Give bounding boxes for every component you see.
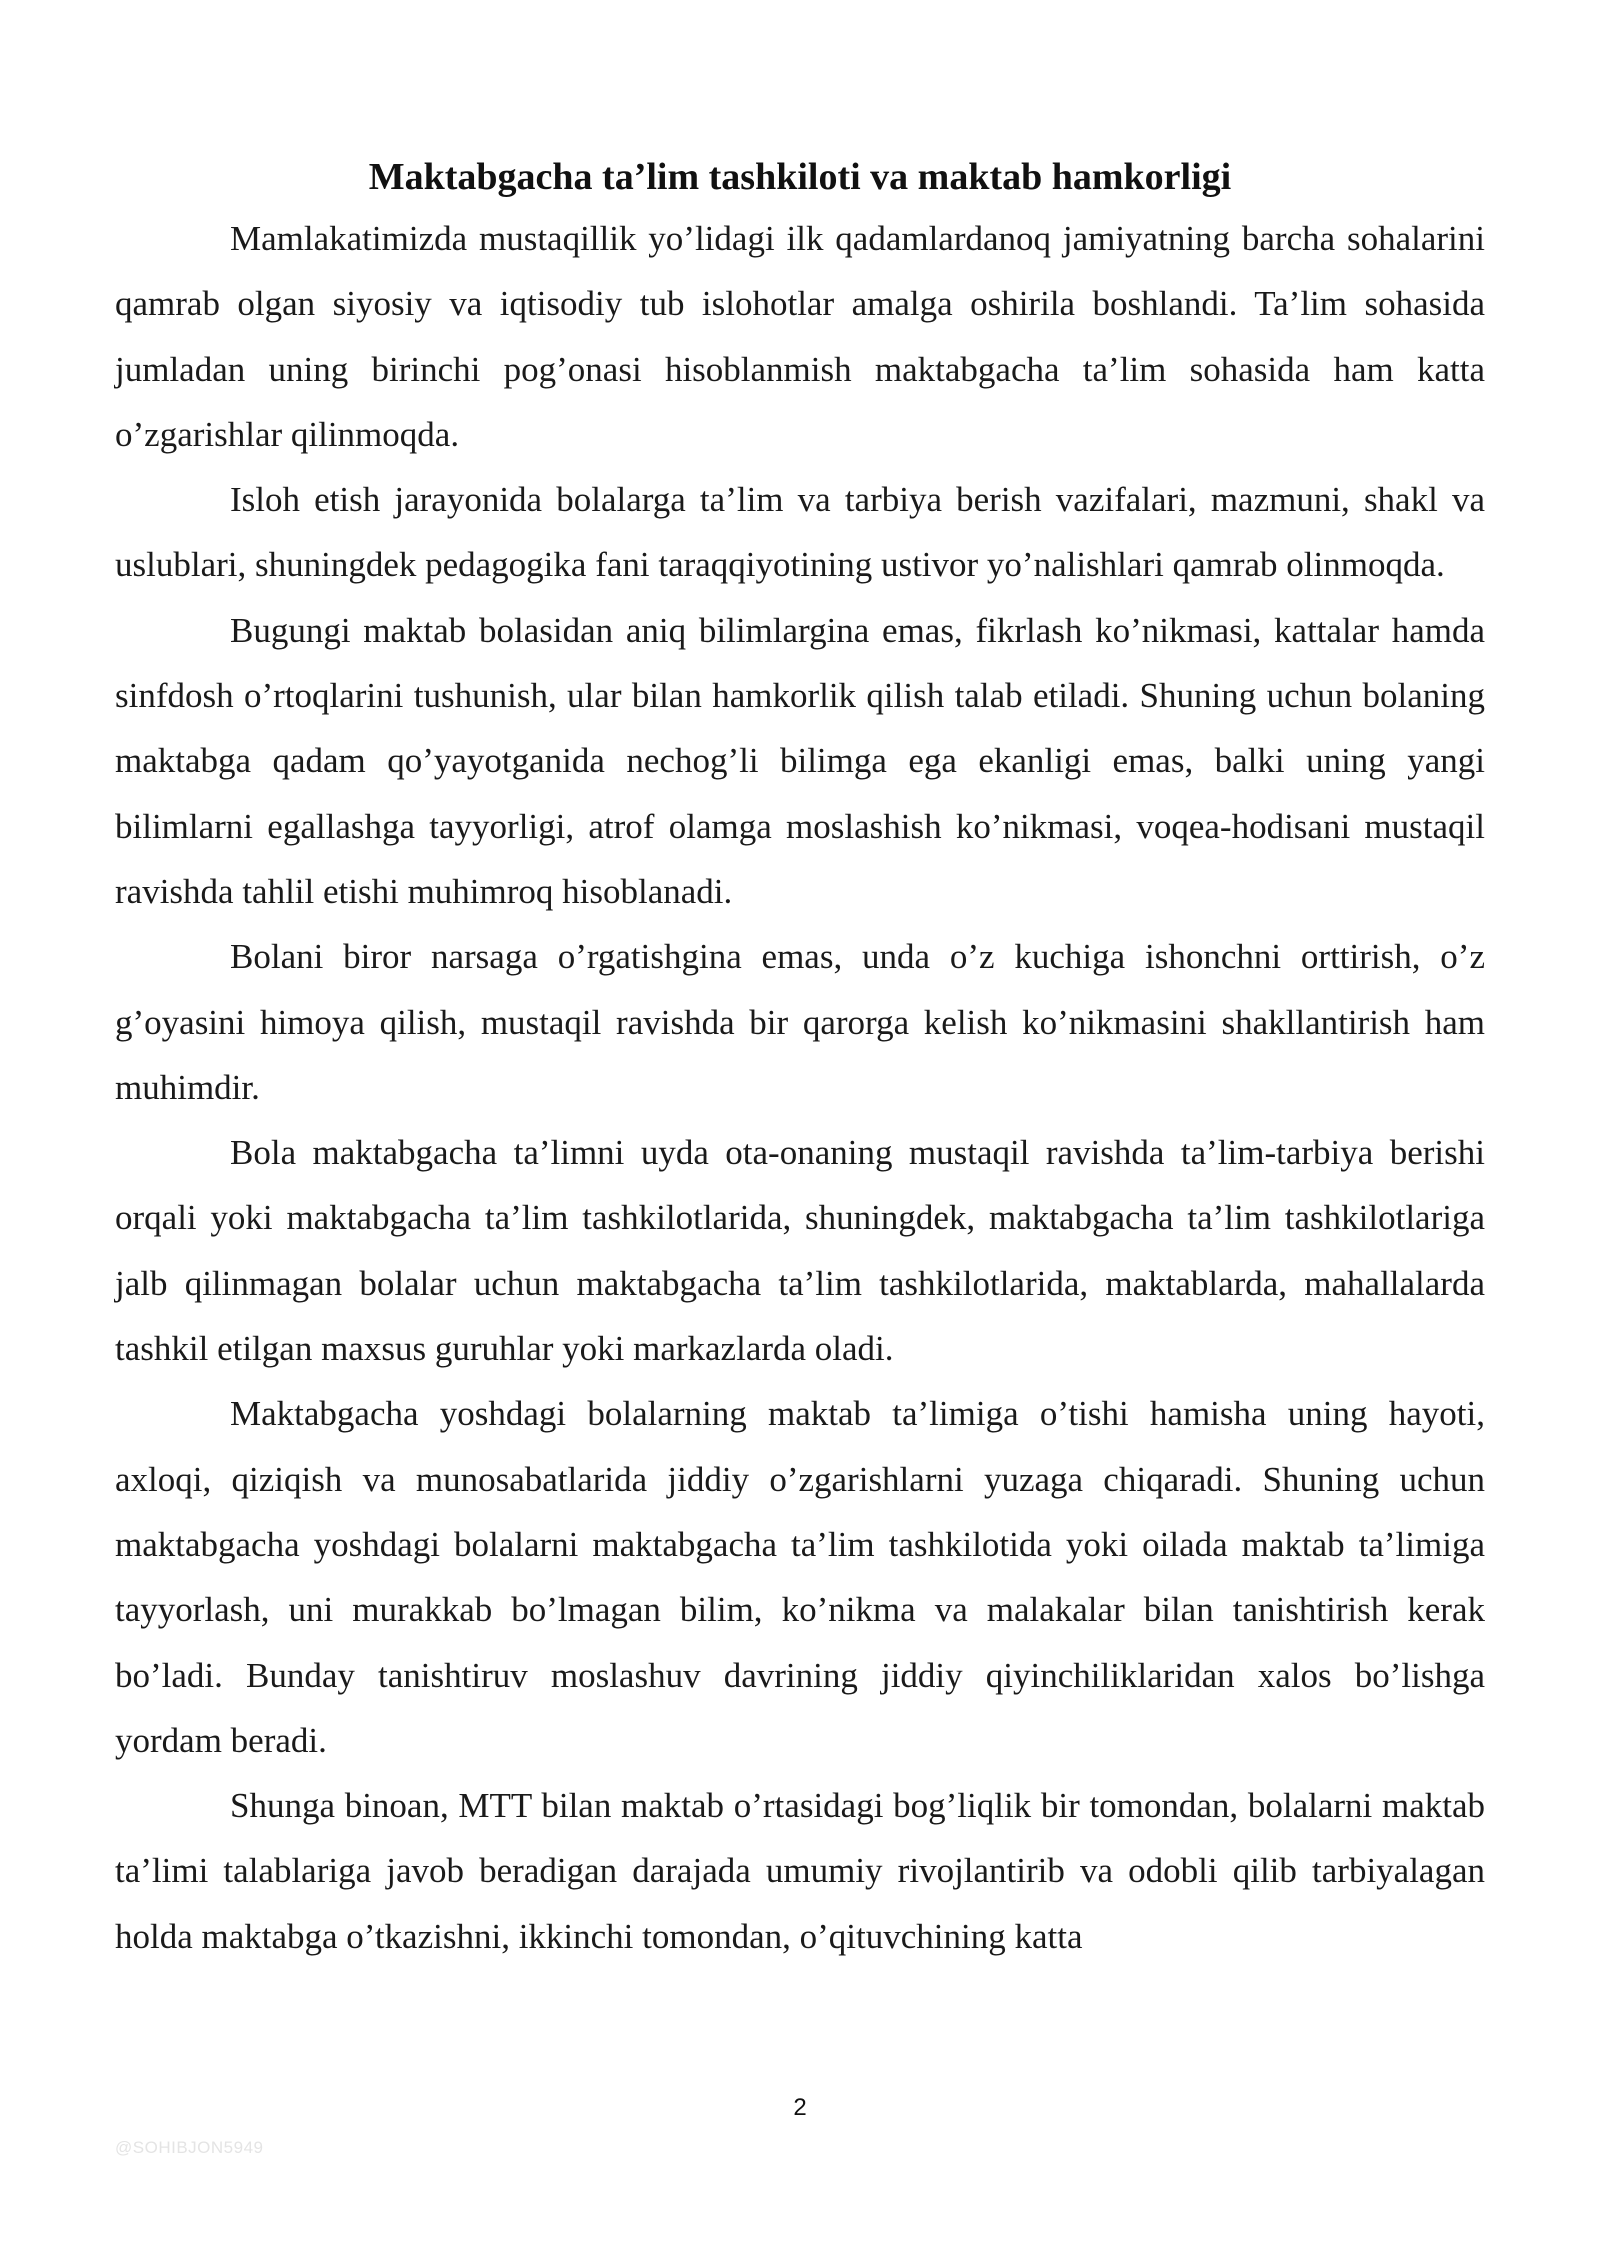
paragraph: Bugungi maktab bolasidan aniq bilimlargina emas, fikrlash ko’nikmasi, kattalar hamda sinfdosh o’rtoqlarini tushunish, ular bilan hamkorlik qilish talab etiladi. Shuning uchun bolaning maktabga qadam qo’yayotganida nechog’li bilimga ega ekanligi emas, balki uning yangi bilimlarni egallashga tayyorligi, atrof olamga moslashish ko’nikmasi, voqea-hodisani mustaqil ravishda tahlil etishi muhimroq hisoblanadi. bbox=[115, 610, 1485, 911]
page-number: 2 bbox=[793, 2094, 807, 2121]
watermark: @SOHIBJON5949 bbox=[115, 2138, 264, 2157]
document-title: Maktabgacha ta’lim tashkiloti va maktab hamkorligi bbox=[368, 156, 1232, 198]
paragraph: Bola maktabgacha ta’limni uyda ota-onaning mustaqil ravishda ta’lim-tarbiya berishi orqali yoki maktabgacha ta’lim tashkilotlarida, shuningdek, maktabgacha ta’lim tashkilotlariga jalb qilinmagan bolalar uchun maktabgacha ta’lim tashkilotlarida, maktablarda, mahallalarda tashkil etilgan maxsus guruhlar yoki markazlarda oladi. bbox=[115, 1133, 1485, 1369]
paragraph: Isloh etish jarayonida bolalarga ta’lim va tarbiya berish vazifalari, mazmuni, shakl va uslublari, shuningdek pedagogika fani taraqqiyotining ustivor yo’nalishlari qamrab olinmoqda. bbox=[115, 480, 1485, 585]
paragraph: Shunga binoan, MTT bilan maktab o’rtasidagi bog’liqlik bir tomondan, bolalarni maktab ta’limi talablariga javob beradigan darajada umumiy rivojlantirib va odobli qilib tarbiyalagan holda maktabga o’tkazishni, ikkinchi tomondan, o’qituvchining katta bbox=[115, 1786, 1485, 1956]
document-body bbox=[115, 150, 1485, 1969]
paragraph: Bolani biror narsaga o’rgatishgina emas, unda o’z kuchiga ishonchni orttirish, o’z g’oyasini himoya qilish, mustaqil ravishda bir qarorga kelish ko’nikmasini shakllantirish ham muhimdir. bbox=[115, 937, 1485, 1107]
paragraph: Maktabgacha yoshdagi bolalarning maktab ta’limiga o’tishi hamisha uning hayoti, axloqi, qiziqish va munosabatlarida jiddiy o’zgarishlarni yuzaga chiqaradi. Shuning uchun maktabgacha yoshdagi bolalarni maktabgacha ta’lim tashkilotida yoki oilada maktab ta’limiga tayyorlash, uni murakkab bo’lmagan bilim, ko’nikma va malakalar bilan tanishtirish kerak bo’ladi. Bunday tanishtiruv moslashuv davrining jiddiy qiyinchiliklaridan xalos bo’lishga yordam beradi. bbox=[115, 1394, 1485, 1760]
paragraph: Mamlakatimizda mustaqillik yo’lidagi ilk qadamlardanoq jamiyatning barcha sohalarini qamrab olgan siyosiy va iqtisodiy tub islohotlar amalga oshirila boshlandi. Ta’lim sohasida jumladan uning birinchi pog’onasi hisoblanmish maktabgacha ta’lim sohasida ham katta o’zgarishlar qilinmoqda. bbox=[115, 219, 1485, 454]
